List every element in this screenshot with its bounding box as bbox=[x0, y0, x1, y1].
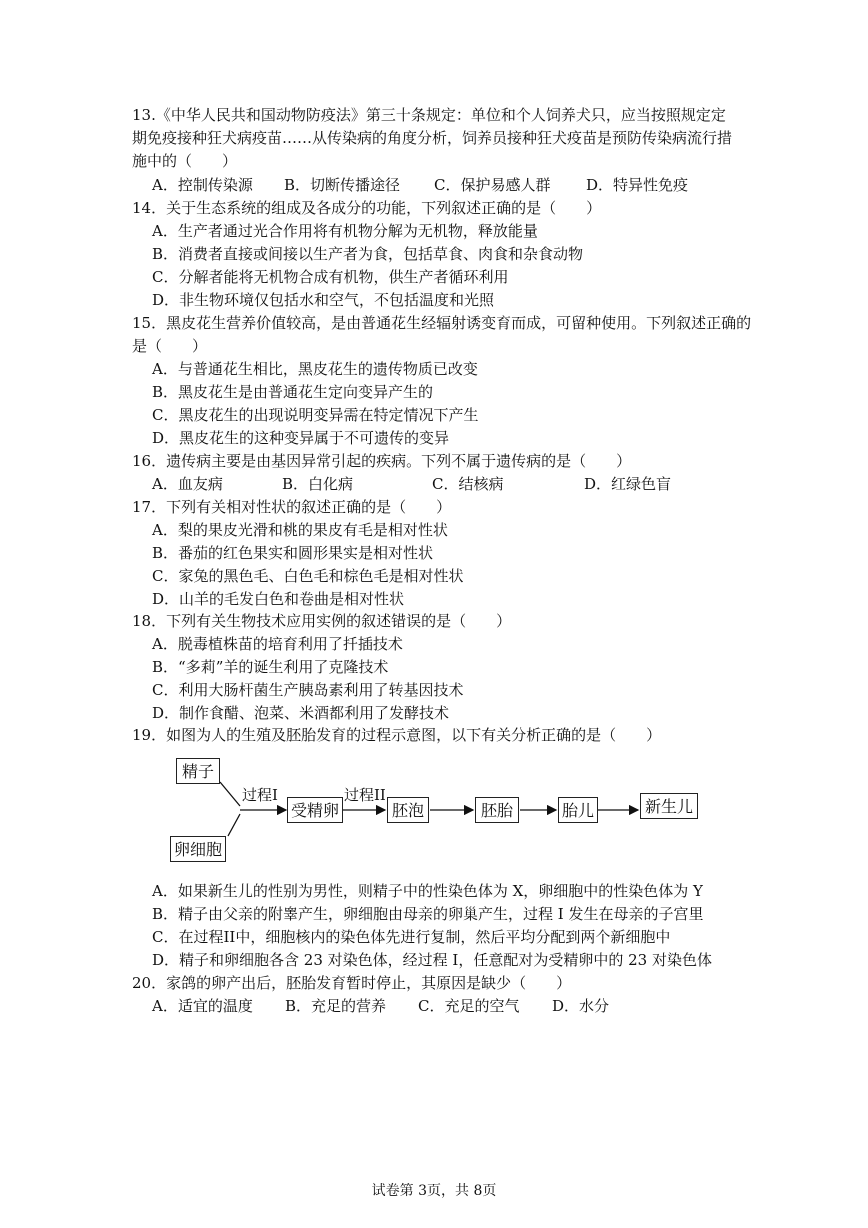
q15-option-b[interactable]: B．黑皮花生是由普通花生定向变异产生的 bbox=[152, 383, 434, 401]
q20-option-b[interactable]: B．充足的营养 bbox=[285, 997, 387, 1015]
q17-option-c[interactable]: C．家兔的黑色毛、白色毛和棕色毛是相对性状 bbox=[152, 567, 464, 585]
q15-stem-line-1: 15．黑皮花生营养价值较高，是由普通花生经辐射诱变育而成，可留种使用。下列叙述正确的 bbox=[132, 314, 752, 332]
egg-connector-line bbox=[228, 814, 240, 836]
page-footer: 试卷第 3页，共 8页 bbox=[371, 1183, 497, 1199]
q17-stem: 17．下列有关相对性状的叙述正确的是（ ） bbox=[132, 498, 452, 516]
q19-option-b[interactable]: B．精子由父亲的附睾产生，卵细胞由母亲的卵巢产生，过程 I 发生在母亲的子宫里 bbox=[152, 905, 704, 923]
q17-option-d[interactable]: D．山羊的毛发白色和卷曲是相对性状 bbox=[152, 590, 405, 608]
q20-option-a[interactable]: A．适宜的温度 bbox=[152, 997, 253, 1015]
q13-stem-line-2: 期免疫接种狂犬病疫苗……从传染病的角度分析，饲养员接种狂犬疫苗是预防传染病流行措 bbox=[132, 129, 733, 147]
q18-stem: 18．下列有关生物技术应用实例的叙述错误的是（ ） bbox=[132, 612, 512, 630]
q17-option-b[interactable]: B．番茄的红色果实和圆形果实是相对性状 bbox=[152, 544, 434, 562]
q14-option-c[interactable]: C．分解者能将无机物合成有机物，供生产者循环利用 bbox=[152, 268, 509, 286]
embryo-box: 胚胎 bbox=[475, 797, 519, 823]
q13-option-d[interactable]: D．特异性免疫 bbox=[586, 176, 689, 194]
q13-option-a[interactable]: A．控制传染源 bbox=[152, 176, 253, 194]
q19-option-d[interactable]: D．精子和卵细胞各含 23 对染色体，经过程 I，任意配对为受精卵中的 23 对染色体 bbox=[152, 951, 712, 969]
q13-option-b[interactable]: B．切断传播途径 bbox=[284, 176, 401, 194]
fetus-box: 胎儿 bbox=[558, 797, 598, 823]
q16-option-b[interactable]: B．白化病 bbox=[282, 475, 354, 493]
q16-option-c[interactable]: C．结核病 bbox=[432, 475, 504, 493]
q14-stem: 14．关于生态系统的组成及各成分的功能，下列叙述正确的是（ ） bbox=[132, 199, 602, 217]
q14-option-b[interactable]: B．消费者直接或间接以生产者为食，包括草食、肉食和杂食动物 bbox=[152, 245, 584, 263]
q19-option-a[interactable]: A．如果新生儿的性别为男性，则精子中的性染色体为 X，卵细胞中的性染色体为 Y bbox=[152, 882, 703, 900]
q18-option-a[interactable]: A．脱毒植株苗的培育利用了扦插技术 bbox=[152, 635, 403, 653]
q13-stem-line-3: 施中的（ ） bbox=[132, 152, 238, 170]
q15-option-c[interactable]: C．黑皮花生的出现说明变异需在特定情况下产生 bbox=[152, 406, 479, 424]
q19-stem: 19．如图为人的生殖及胚胎发育的过程示意图，以下有关分析正确的是（ ） bbox=[132, 726, 662, 744]
q18-option-c[interactable]: C．利用大肠杆菌生产胰岛素利用了转基因技术 bbox=[152, 681, 464, 699]
q14-option-a[interactable]: A．生产者通过光合作用将有机物分解为无机物，释放能量 bbox=[152, 222, 538, 240]
q15-option-a[interactable]: A．与普通花生相比，黑皮花生的遗传物质已改变 bbox=[152, 360, 478, 378]
sperm-connector-line bbox=[220, 782, 240, 806]
egg-cell-box: 卵细胞 bbox=[170, 836, 226, 862]
q17-option-a[interactable]: A．梨的果皮光滑和桃的果皮有毛是相对性状 bbox=[152, 521, 448, 539]
blastocyst-box: 胚泡 bbox=[387, 797, 429, 823]
q13-option-c[interactable]: C．保护易感人群 bbox=[434, 176, 551, 194]
process2-label: 过程II bbox=[344, 786, 386, 804]
q16-option-a[interactable]: A．血友病 bbox=[152, 475, 223, 493]
q20-option-d[interactable]: D．水分 bbox=[552, 997, 610, 1015]
q15-stem-line-2: 是（ ） bbox=[132, 337, 208, 355]
q18-option-b[interactable]: B．“多莉”羊的诞生利用了克隆技术 bbox=[152, 658, 389, 676]
q20-stem: 20．家鸽的卵产出后，胚胎发育暂时停止，其原因是缺少（ ） bbox=[132, 974, 572, 992]
q13-stem-line-1: 13.《中华人民共和国动物防疫法》第三十条规定：单位和个人饲养犬只，应当按照规定定 bbox=[132, 106, 726, 124]
process1-label: 过程I bbox=[242, 786, 278, 804]
newborn-box: 新生儿 bbox=[640, 793, 698, 819]
q20-option-c[interactable]: C．充足的空气 bbox=[418, 997, 520, 1015]
q16-option-d[interactable]: D．红绿色盲 bbox=[584, 475, 672, 493]
q19-option-c[interactable]: C．在过程II中，细胞核内的染色体先进行复制，然后平均分配到两个新细胞中 bbox=[152, 928, 671, 946]
q18-option-d[interactable]: D．制作食醋、泡菜、米酒都利用了发酵技术 bbox=[152, 704, 450, 722]
zygote-box: 受精卵 bbox=[287, 797, 343, 823]
q14-option-d[interactable]: D．非生物环境仅包括水和空气，不包括温度和光照 bbox=[152, 291, 495, 309]
q16-stem: 16．遗传病主要是由基因异常引起的疾病。下列不属于遗传病的是（ ） bbox=[132, 452, 632, 470]
sperm-box: 精子 bbox=[176, 758, 220, 784]
q15-option-d[interactable]: D．黑皮花生的这种变异属于不可遗传的变异 bbox=[152, 429, 450, 447]
